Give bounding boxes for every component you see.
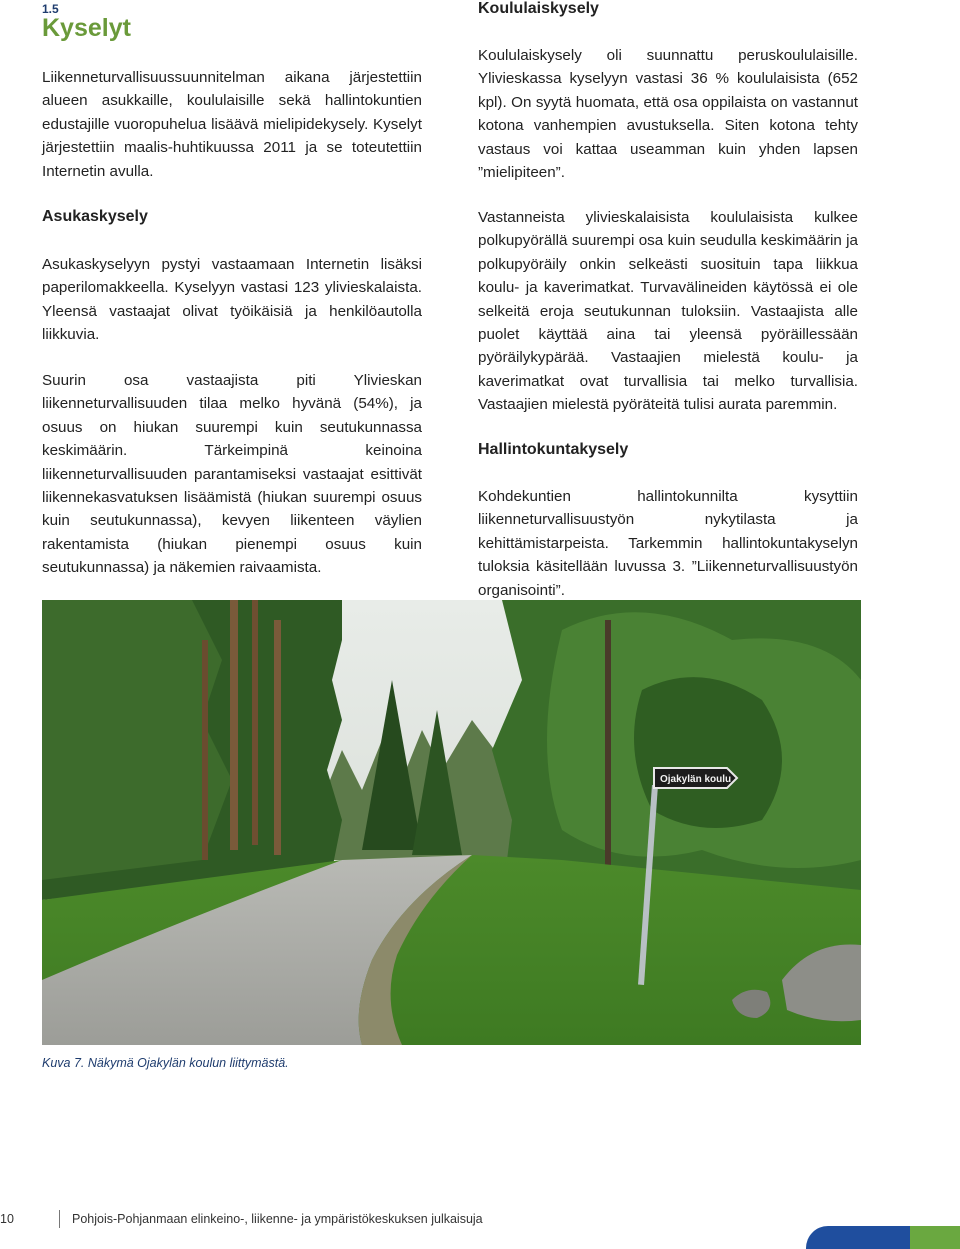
- asukaskysely-paragraph-1: Asukaskyselyyn pystyi vastaamaan Internetin lisäksi paperilomakkeella. Kyselyyn vastasi 123 ylivieskalaista. Yleensä vastaajat olivat työikäisiä ja henkilöautolla liikkuvia.: [42, 256, 422, 344]
- intro-paragraph: Liikenneturvallisuussuunnitelman aikana järjestettiin alueen asukkaille, koululaisille sekä hallintokuntien edustajille vuoropuhelua lisäävä mielipidekysely. Kyselyt järjestettiin maalis-huhtikuussa 2011 ja se toteutettiin Internetin avulla.: [42, 69, 422, 180]
- figure-caption: Kuva 7. Näkymä Ojakylän koulun liittymästä.: [42, 1056, 289, 1070]
- hallintokuntakysely-paragraph: Kohdekuntien hallintokunnilta kysyttiin liikenneturvallisuustyön nykytilasta ja kehittämistarpeista. Tarkemmin hallintokuntakyselyn tuloksia käsitellään luvussa 3. ”Liikenneturvallisuustyön organisointi”.: [478, 488, 858, 599]
- asukaskysely-paragraph-2: Suurin osa vastaajista piti Ylivieskan liikenneturvallisuuden tilaa melko hyvänä (54%), ja osuus on hiukan suurempi kuin seutukunnassa keskimäärin. Tärkeimpinä keinoina liikenneturvallisuuden parantamiseksi vastaajat esittivät liikennekasvatuksen lisäämistä (hiukan suurempi osuus kuin seutukunnassa), kevyen liikenteen väylien rakentamista (hiukan pienempi osuus kuin seutukunnassa) ja näkemien raivaamista.: [42, 372, 422, 577]
- page-number: 10: [0, 1212, 14, 1226]
- hallintokuntakysely-heading: Hallintokuntakysely: [478, 441, 629, 458]
- corner-tab-green: [910, 1226, 960, 1249]
- asukaskysely-heading: Asukaskysely: [42, 208, 148, 225]
- koululaiskysely-paragraph-2: Vastanneista ylivieskalaisista koululaisista kulkee polkupyörällä suurempi osa kuin seudulla keskimäärin ja polkupyöräily onkin selkeästi suosituin tapa liikkua koulu- ja kaverimatkat. Turvavälineiden käytössä ei ole selkeitä eroja seutukunnan tuloksiin. Vastaajista alle puolet käyttää aina tai yleensä pyöräillessään pyöräilykypärää. Vastaajien mielestä koulu- ja kaverimatkat ovat turvallisia tai melko turvallisia. Vastaajien mielestä pyöräteitä tulisi aurata paremmin.: [478, 209, 858, 414]
- corner-tab-blue: [806, 1226, 910, 1249]
- publisher-name: Pohjois-Pohjanmaan elinkeino-, liikenne- ja ympäristökeskuksen julkaisuja: [72, 1212, 483, 1226]
- road-sign-text: Ojakylän koulu: [660, 774, 732, 785]
- koululaiskysely-heading: Koululaiskysely: [478, 0, 599, 17]
- road-photo: [42, 600, 861, 1045]
- koululaiskysely-paragraph-1: Koululaiskysely oli suunnattu peruskoululaisille. Ylivieskassa kyselyyn vastasi 36 % koululaisista (652 kpl). On syytä huomata, että osa oppilaista on vastannut kotona vanhempien avustuksella. Siten kotona tehty vastaus voi kattaa useamman kuin yhden lapsen ”mielipiteen”.: [478, 47, 858, 182]
- footer-divider: [59, 1210, 60, 1228]
- section-number: 1.5: [42, 2, 59, 16]
- section-title: Kyselyt: [42, 14, 131, 42]
